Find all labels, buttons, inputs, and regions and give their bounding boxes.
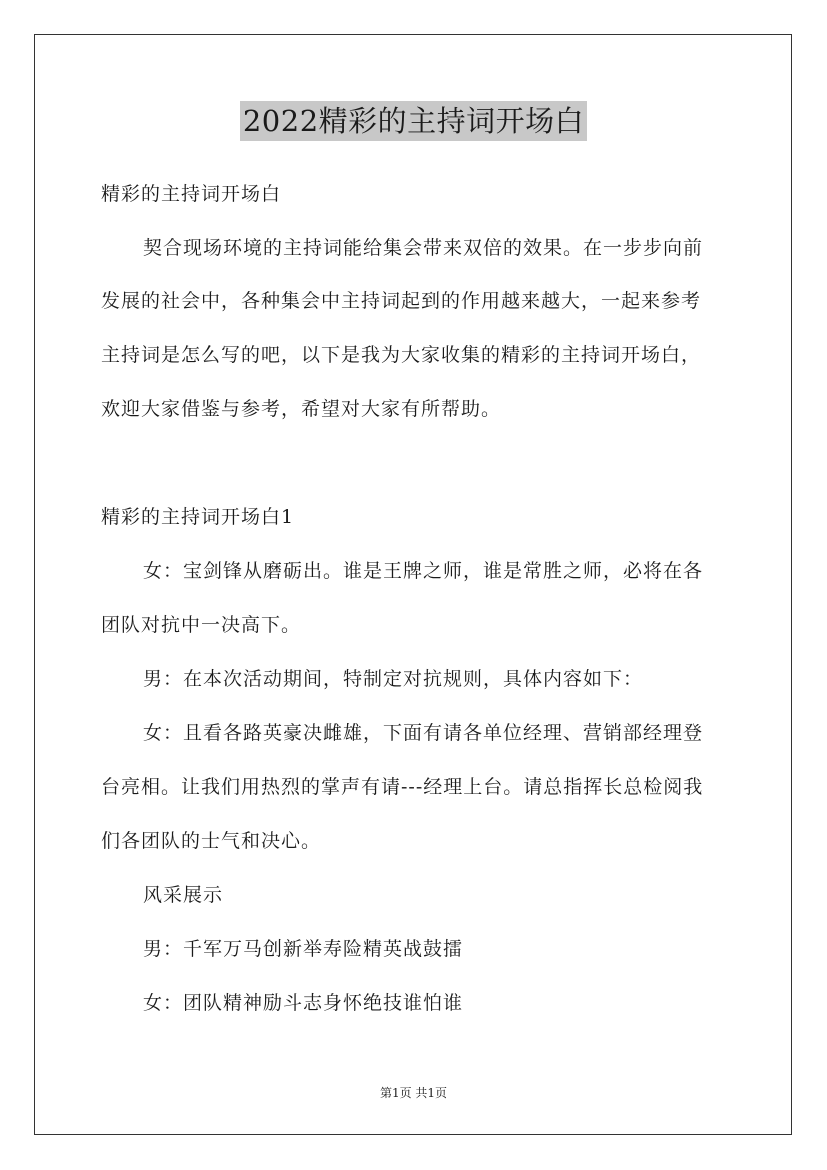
body-line-8: 男：千军万马创新举寿险精英战鼓擂 [143, 938, 464, 960]
document-title: 2022精彩的主持词开场白 [240, 101, 587, 141]
body-line-4: 女：且看各路英豪决雌雄，下面有请各单位经理、营销部经理登 [143, 722, 704, 744]
body-line-3: 男：在本次活动期间，特制定对抗规则，具体内容如下： [143, 668, 644, 690]
title-container [0, 101, 827, 141]
intro-line-2: 发展的社会中，各种集会中主持词起到的作用越来越大，一起来参考 [101, 290, 702, 312]
intro-line-4: 欢迎大家借鉴与参考，希望对大家有所帮助。 [101, 398, 502, 420]
body-line-5: 台亮相。让我们用热烈的掌声有请---经理上台。请总指挥长总检阅我 [101, 776, 704, 798]
body-line-7: 风采展示 [143, 884, 224, 906]
body-line-6: 们各团队的士气和决心。 [101, 830, 322, 852]
page-footer: 第1页 共1页 [379, 1086, 448, 1100]
section-heading: 精彩的主持词开场白1 [101, 506, 295, 528]
body-line-1: 女：宝剑锋从磨砺出。谁是王牌之师，谁是常胜之师，必将在各 [143, 560, 704, 582]
intro-line-3: 主持词是怎么写的吧，以下是我为大家收集的精彩的主持词开场白， [101, 344, 702, 366]
intro-line-1: 契合现场环境的主持词能给集会带来双倍的效果。在一步步向前 [143, 237, 704, 259]
body-line-9: 女：团队精神励斗志身怀绝技谁怕谁 [143, 992, 464, 1014]
body-line-2: 团队对抗中一决高下。 [101, 614, 302, 636]
subtitle: 精彩的主持词开场白 [101, 183, 282, 205]
